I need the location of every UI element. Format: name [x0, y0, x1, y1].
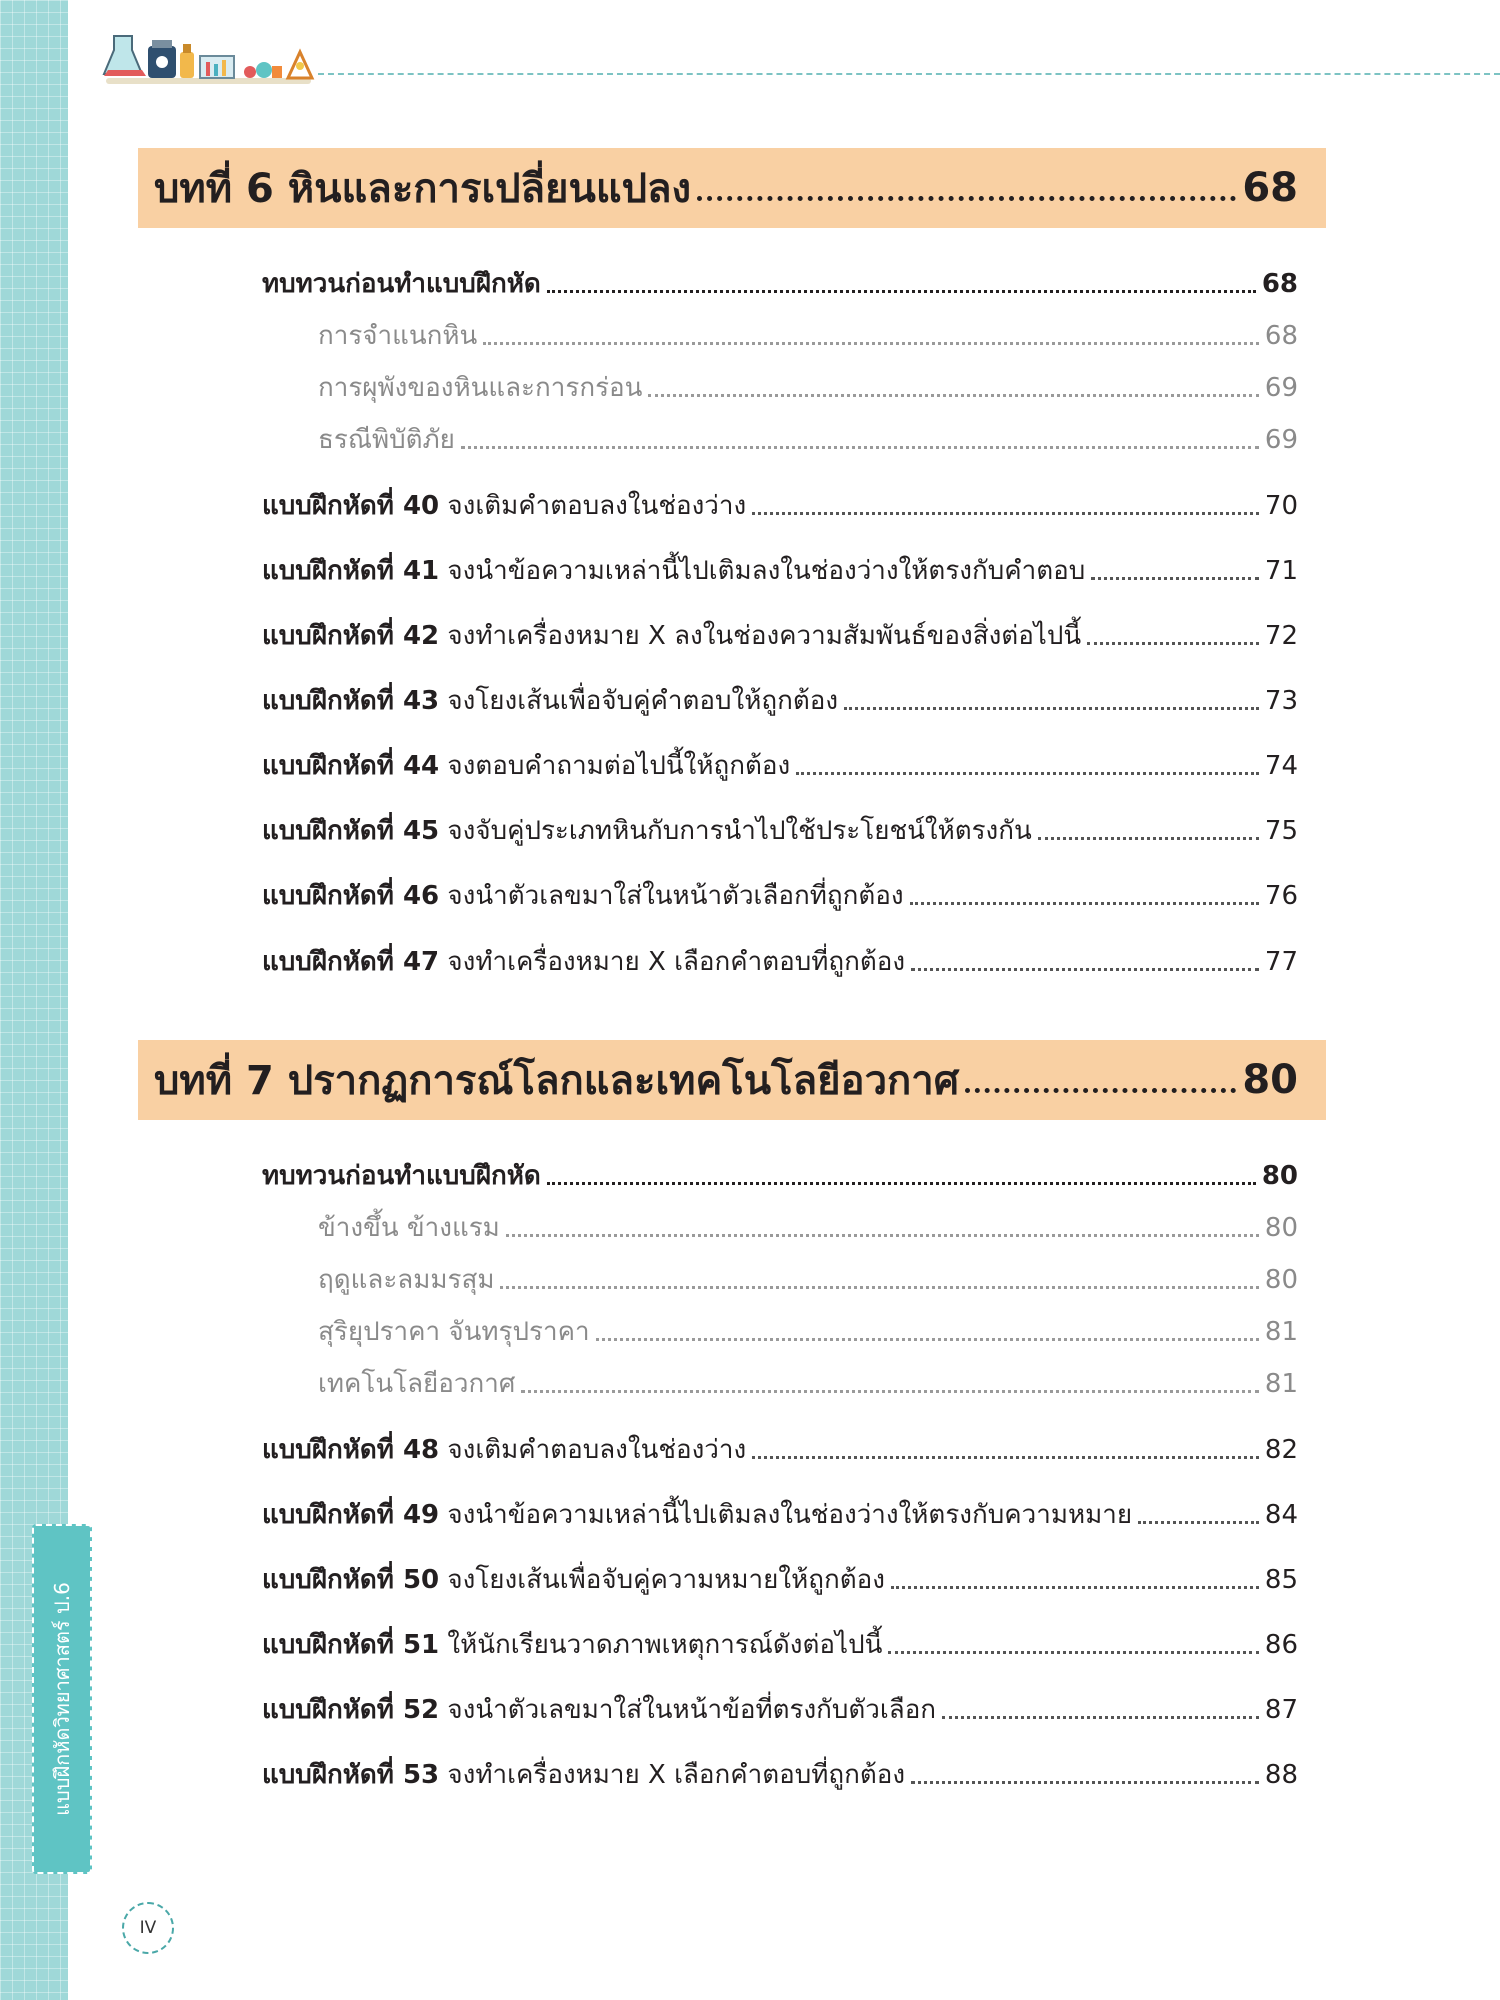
toc-exercise-entry[interactable]	[262, 938, 1298, 978]
exercise-desc: จงนำตัวเลขมาใส่ในหน้าข้อที่ตรงกับตัวเลือก	[447, 1694, 937, 1725]
exercise-label: แบบฝึกหัดที่ 45	[262, 815, 440, 846]
exercise-page: 75	[1264, 815, 1298, 846]
exercise-label: แบบฝึกหัดที่ 49	[262, 1499, 440, 1530]
subtopic-label: ข้างขึ้น ข้างแรม	[318, 1212, 500, 1243]
exercise-desc: จงนำตัวเลขมาใส่ในหน้าตัวเลือกที่ถูกต้อง	[447, 880, 904, 911]
toc-exercise-entry[interactable]	[262, 1751, 1298, 1791]
toc-exercise-entry[interactable]	[262, 1491, 1298, 1531]
dot-leader	[796, 772, 1259, 775]
exercise-page: 70	[1264, 490, 1298, 521]
subtopic-page: 81	[1264, 1368, 1298, 1399]
exercise-desc: จงทำเครื่องหมาย X เลือกคำตอบที่ถูกต้อง	[447, 1759, 906, 1790]
subtopic-label: การจำแนกหิน	[318, 320, 478, 351]
exercise-page: 73	[1264, 685, 1298, 716]
toc-exercise-entry[interactable]	[262, 547, 1298, 587]
toc-subtopic-entry[interactable]	[318, 416, 1298, 456]
chapter-6-banner[interactable]	[138, 148, 1326, 228]
dot-leader	[483, 342, 1259, 345]
exercise-page: 86	[1264, 1629, 1298, 1660]
exercise-label: แบบฝึกหัดที่ 44	[262, 750, 440, 781]
exercise-desc: จงจับคู่ประเภทหินกับการนำไปใช้ประโยชน์ให้ตรงกัน	[447, 815, 1032, 846]
exercise-page: 87	[1264, 1694, 1298, 1725]
dot-leader	[911, 1781, 1259, 1784]
subtopic-page: 80	[1264, 1212, 1298, 1243]
exercise-label: แบบฝึกหัดที่ 50	[262, 1564, 440, 1595]
exercise-desc: ให้นักเรียนวาดภาพเหตุการณ์ดังต่อไปนี้	[447, 1629, 883, 1660]
exercise-page: 85	[1264, 1564, 1298, 1595]
toc-review-entry[interactable]	[262, 260, 1298, 300]
chapter-title: บทที่ 7 ปรากฏการณ์โลกและเทคโนโลยีอวกาศ	[154, 1058, 960, 1104]
dot-leader	[1038, 837, 1259, 840]
exercise-desc: จงเติมคำตอบลงในช่องว่าง	[447, 1434, 747, 1465]
toc-exercise-entry[interactable]	[262, 677, 1298, 717]
lab-equipment-icon	[100, 26, 315, 96]
dot-leader	[1091, 577, 1259, 580]
dot-leader	[697, 196, 1236, 201]
exercise-desc: จงเติมคำตอบลงในช่องว่าง	[447, 490, 747, 521]
toc-subtopic-entry[interactable]	[318, 364, 1298, 404]
review-page: 80	[1261, 1160, 1298, 1191]
toc-subtopic-entry[interactable]	[318, 1360, 1298, 1400]
exercise-page: 74	[1264, 750, 1298, 781]
exercise-label: แบบฝึกหัดที่ 46	[262, 880, 440, 911]
exercise-label: แบบฝึกหัดที่ 52	[262, 1694, 440, 1725]
dot-leader	[891, 1586, 1259, 1589]
dot-leader	[506, 1234, 1259, 1237]
side-tab	[32, 1524, 92, 1874]
dot-leader	[942, 1716, 1259, 1719]
review-label: ทบทวนก่อนทำแบบฝึกหัด	[262, 1160, 541, 1191]
subtopic-page: 81	[1264, 1316, 1298, 1347]
toc-exercise-entry[interactable]	[262, 1621, 1298, 1661]
exercise-page: 76	[1264, 880, 1298, 911]
subtopic-label: สุริยุปราคา จันทรุปราคา	[318, 1316, 590, 1347]
exercise-page: 77	[1264, 946, 1298, 977]
exercise-desc: จงนำข้อความเหล่านี้ไปเติมลงในช่องว่างให้ตรงกับคำตอบ	[447, 555, 1086, 586]
exercise-page: 84	[1264, 1499, 1298, 1530]
header-divider	[318, 73, 1500, 75]
dot-leader	[1087, 642, 1259, 645]
toc-exercise-entry[interactable]	[262, 872, 1298, 912]
toc-exercise-entry[interactable]	[262, 1426, 1298, 1466]
subtopic-page: 69	[1264, 372, 1298, 403]
review-page: 68	[1261, 268, 1298, 299]
exercise-label: แบบฝึกหัดที่ 51	[262, 1629, 440, 1660]
subtopic-label: ธรณีพิบัติภัย	[318, 424, 455, 455]
dot-leader	[911, 968, 1259, 971]
toc-subtopic-entry[interactable]	[318, 1204, 1298, 1244]
chapter-page: 80	[1242, 1057, 1298, 1103]
exercise-label: แบบฝึกหัดที่ 47	[262, 946, 440, 977]
subtopic-label: เทคโนโลยีอวกาศ	[318, 1368, 516, 1399]
exercise-desc: จงนำข้อความเหล่านี้ไปเติมลงในช่องว่างให้ตรงกับความหมาย	[447, 1499, 1133, 1530]
dot-leader	[965, 1088, 1236, 1093]
subtopic-label: การผุพังของหินและการกร่อน	[318, 372, 643, 403]
toc-review-entry[interactable]	[262, 1152, 1298, 1192]
dot-leader	[461, 446, 1259, 449]
dot-leader	[500, 1286, 1258, 1289]
toc-subtopic-entry[interactable]	[318, 1308, 1298, 1348]
exercise-desc: จงทำเครื่องหมาย X ลงในช่องความสัมพันธ์ของสิ่งต่อไปนี้	[447, 620, 1082, 651]
toc-subtopic-entry[interactable]	[318, 1256, 1298, 1296]
exercise-page: 72	[1264, 620, 1298, 651]
toc-subtopic-entry[interactable]	[318, 312, 1298, 352]
subtopic-page: 80	[1264, 1264, 1298, 1295]
dot-leader	[752, 1456, 1259, 1459]
dot-leader	[844, 707, 1259, 710]
exercise-desc: จงโยงเส้นเพื่อจับคู่คำตอบให้ถูกต้อง	[447, 685, 839, 716]
subtopic-page: 69	[1264, 424, 1298, 455]
exercise-label: แบบฝึกหัดที่ 42	[262, 620, 440, 651]
dot-leader	[910, 902, 1259, 905]
chapter-title: บทที่ 6 หินและการเปลี่ยนแปลง	[154, 166, 692, 212]
exercise-desc: จงทำเครื่องหมาย X เลือกคำตอบที่ถูกต้อง	[447, 946, 906, 977]
book-title-label: แบบฝึกหัดวิทยาศาสตร์ ป.6	[50, 1582, 74, 1816]
toc-exercise-entry[interactable]	[262, 612, 1298, 652]
exercise-label: แบบฝึกหัดที่ 41	[262, 555, 440, 586]
subtopic-page: 68	[1264, 320, 1298, 351]
toc-exercise-entry[interactable]	[262, 1686, 1298, 1726]
chapter-page: 68	[1242, 165, 1298, 211]
page-number: IV	[122, 1902, 174, 1954]
dot-leader	[752, 512, 1259, 515]
exercise-label: แบบฝึกหัดที่ 43	[262, 685, 440, 716]
dot-leader	[596, 1338, 1259, 1341]
dot-leader	[888, 1651, 1259, 1654]
chapter-7-banner[interactable]	[138, 1040, 1326, 1120]
dot-leader	[648, 394, 1258, 397]
exercise-page: 88	[1264, 1759, 1298, 1790]
toc-exercise-entry[interactable]	[262, 742, 1298, 782]
dot-leader	[547, 290, 1256, 293]
exercise-label: แบบฝึกหัดที่ 40	[262, 490, 440, 521]
dot-leader	[1138, 1521, 1259, 1524]
subtopic-label: ฤดูและลมมรสุม	[318, 1264, 495, 1295]
exercise-desc: จงตอบคำถามต่อไปนี้ให้ถูกต้อง	[447, 750, 791, 781]
dot-leader	[547, 1182, 1256, 1185]
exercise-label: แบบฝึกหัดที่ 48	[262, 1434, 440, 1465]
review-label: ทบทวนก่อนทำแบบฝึกหัด	[262, 268, 541, 299]
exercise-label: แบบฝึกหัดที่ 53	[262, 1759, 440, 1790]
exercise-page: 82	[1264, 1434, 1298, 1465]
toc-exercise-entry[interactable]	[262, 807, 1298, 847]
dot-leader	[521, 1390, 1259, 1393]
toc-exercise-entry[interactable]	[262, 482, 1298, 522]
toc-exercise-entry[interactable]	[262, 1556, 1298, 1596]
exercise-page: 71	[1264, 555, 1298, 586]
exercise-desc: จงโยงเส้นเพื่อจับคู่ความหมายให้ถูกต้อง	[447, 1564, 885, 1595]
